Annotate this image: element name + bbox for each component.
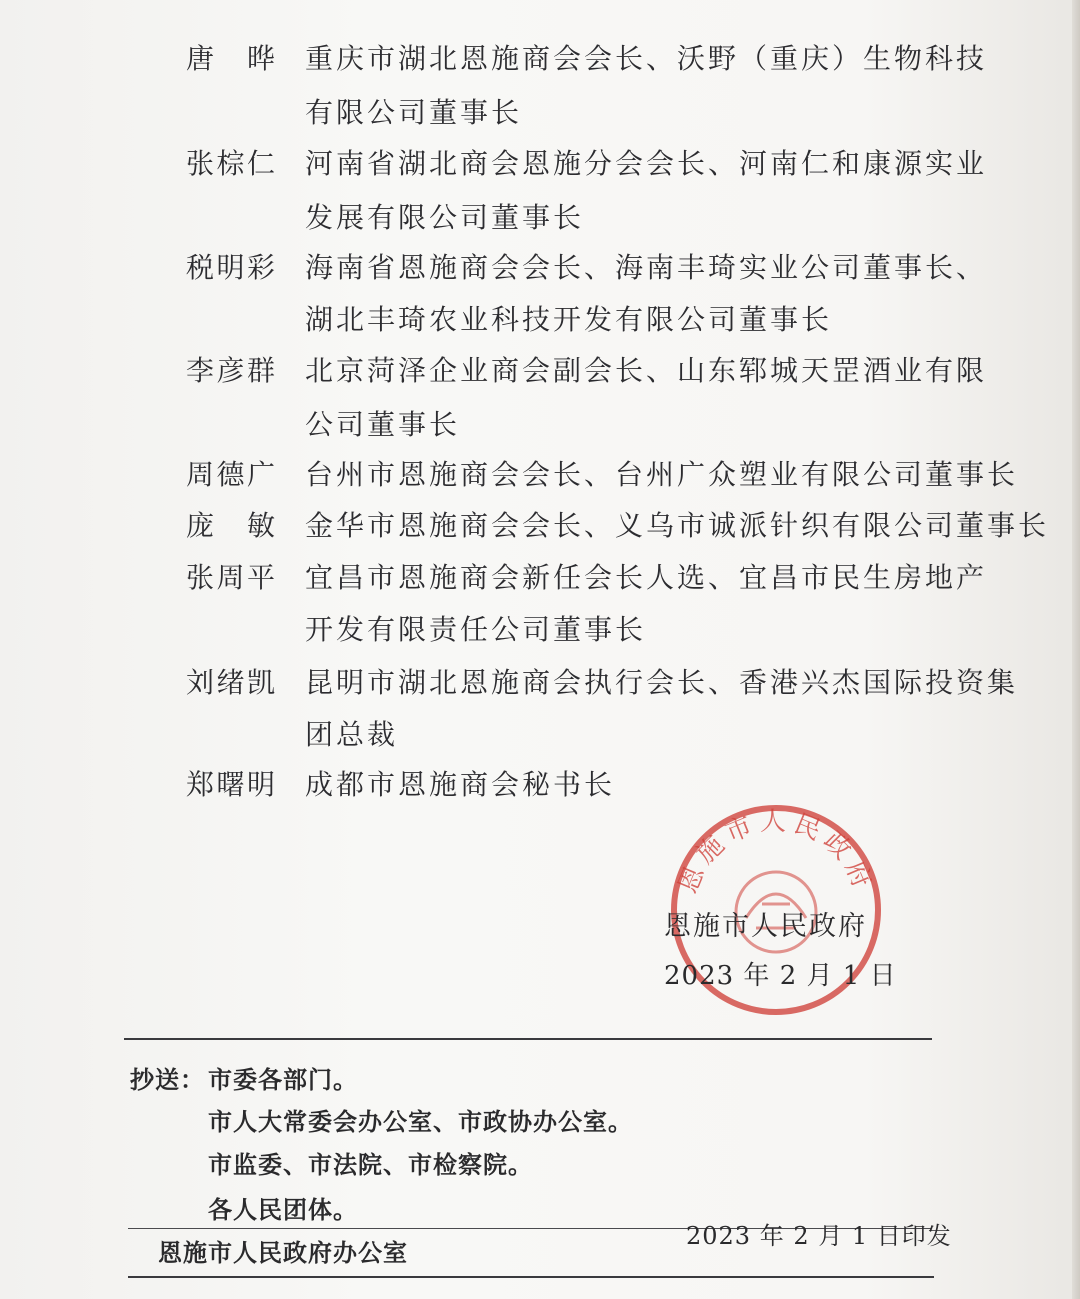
member-name: 张周平 — [186, 561, 276, 594]
member-name: 税明彩 — [186, 251, 276, 284]
member-name: 张棕仁 — [186, 147, 276, 180]
signature-date: 2023 年 2 月 1 日 — [664, 961, 897, 991]
issuer-office: 恩施市人民政府办公室 — [158, 1239, 408, 1267]
member-name: 庞 敏 — [186, 509, 276, 542]
divider-bottom — [128, 1276, 934, 1278]
member-title-line: 公司董事长 — [305, 408, 461, 441]
cc-label: 抄送： — [130, 1066, 205, 1094]
member-name: 周德广 — [186, 458, 276, 491]
member-title-line: 海南省恩施商会会长、海南丰琦实业公司董事长、 — [305, 251, 988, 284]
member-title-line: 北京菏泽企业商会副会长、山东郓城天罡酒业有限 — [305, 354, 988, 387]
member-title-line: 金华市恩施商会会长、义乌市诚派针织有限公司董事长 — [305, 509, 1050, 542]
cc-recipient: 市监委、市法院、市检察院。 — [208, 1151, 533, 1179]
member-title-line: 有限公司董事长 — [305, 96, 523, 129]
member-title-line: 开发有限责任公司董事长 — [305, 613, 647, 646]
cc-recipient: 各人民团体。 — [208, 1196, 358, 1224]
member-name: 郑曙明 — [186, 768, 276, 801]
member-name: 李彦群 — [186, 354, 276, 387]
member-title-line: 发展有限公司董事长 — [305, 201, 585, 234]
member-title-line: 河南省湖北商会恩施分会会长、河南仁和康源实业 — [305, 147, 988, 180]
divider-top — [124, 1038, 932, 1040]
member-title-line: 台州市恩施商会会长、台州广众塑业有限公司董事长 — [305, 458, 1019, 491]
member-title-line: 昆明市湖北恩施商会执行会长、香港兴杰国际投资集 — [305, 666, 1019, 699]
member-title-line: 团总裁 — [305, 718, 399, 751]
seal-text: 恩施市人民政府 — [673, 807, 879, 898]
member-title-line: 宜昌市恩施商会新任会长人选、宜昌市民生房地产 — [305, 561, 988, 594]
signature-organization: 恩施市人民政府 — [664, 911, 867, 942]
member-title-line: 重庆市湖北恩施商会会长、沃野（重庆）生物科技 — [305, 42, 988, 75]
cc-recipient: 市人大常委会办公室、市政协办公室。 — [208, 1108, 633, 1136]
issue-date: 2023 年 2 月 1 日印发 — [686, 1222, 952, 1250]
cc-recipient: 市委各部门。 — [208, 1066, 358, 1094]
member-entry — [0, 759, 1080, 959]
member-name: 唐 晔 — [186, 42, 276, 75]
member-title-line: 湖北丰琦农业科技开发有限公司董事长 — [305, 303, 833, 336]
member-title-line: 成都市恩施商会秘书长 — [305, 768, 616, 801]
member-name: 刘绪凯 — [186, 666, 276, 699]
